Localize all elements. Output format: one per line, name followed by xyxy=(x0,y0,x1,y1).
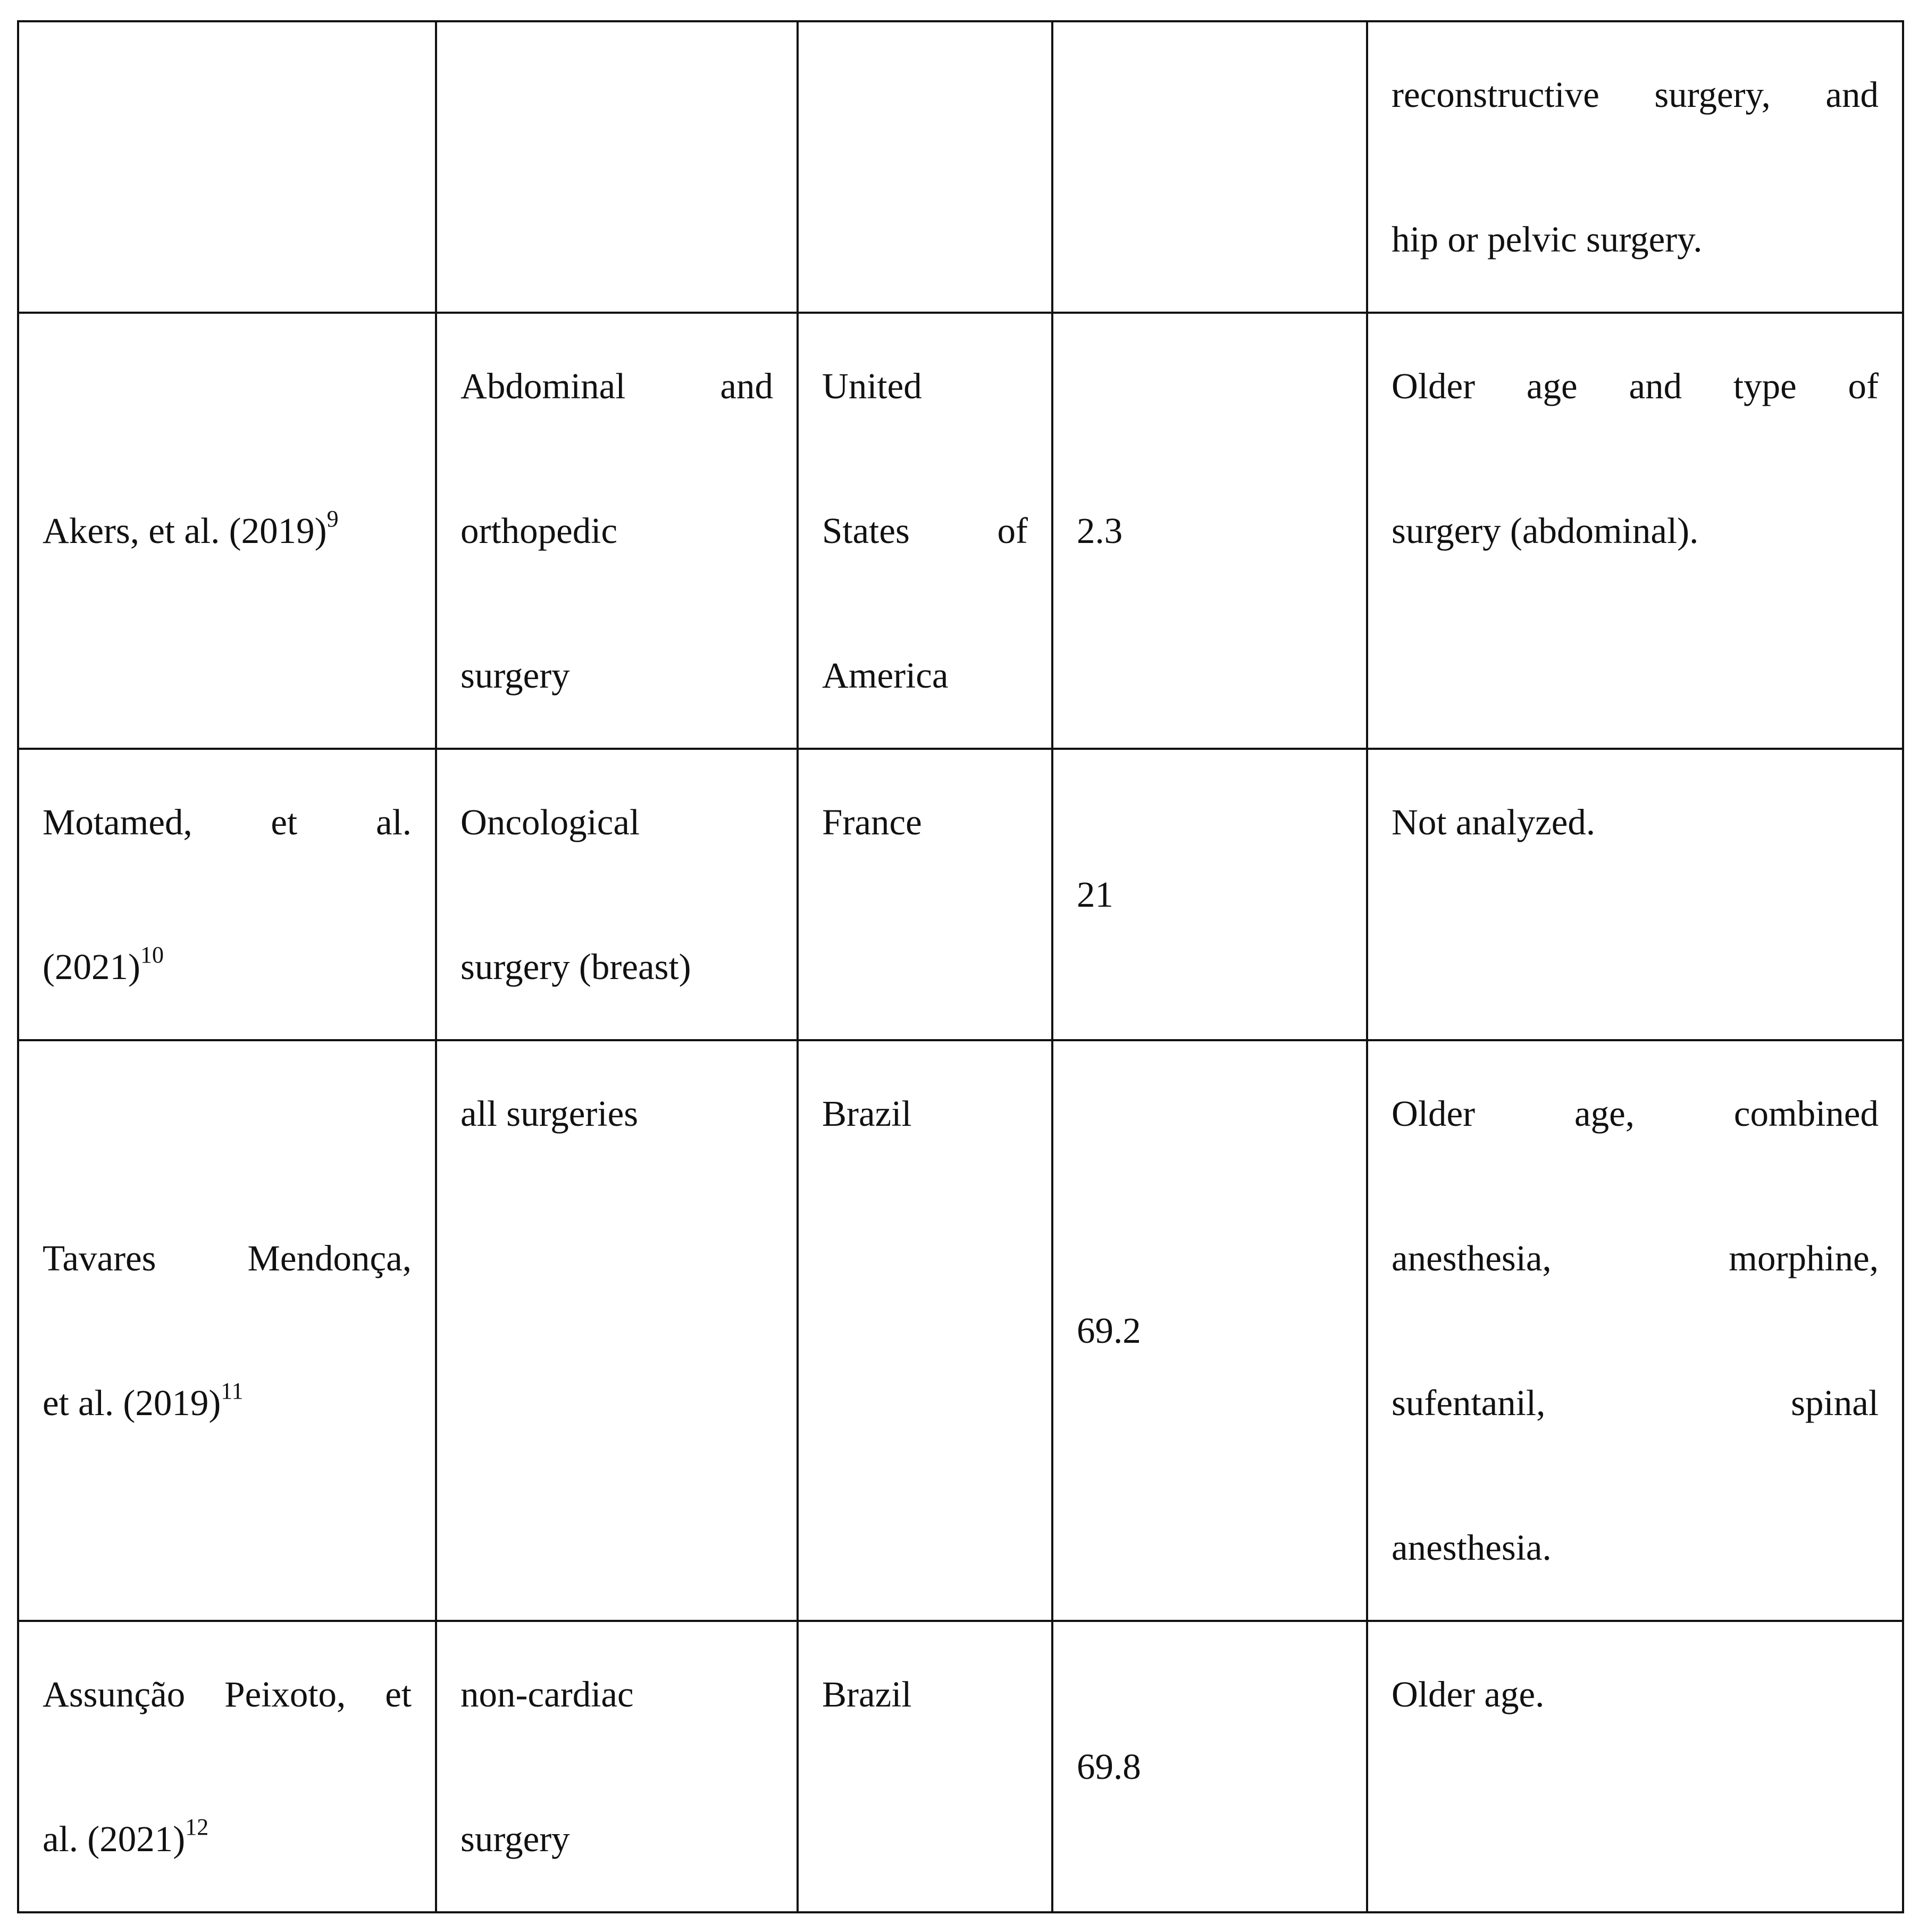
study-cell xyxy=(18,749,436,1040)
surgery-line: all surgeries xyxy=(460,1093,639,1134)
study-cell xyxy=(18,21,436,313)
study-line: Assunção Peixoto, et xyxy=(43,1674,412,1714)
study-line xyxy=(43,1331,412,1475)
rate-cell xyxy=(1052,1040,1367,1621)
surgery-cell xyxy=(436,1621,798,1912)
factors-line: Older age and type of xyxy=(1392,366,1879,406)
rate-value: 69.8 xyxy=(1077,1746,1141,1787)
factors-line: reconstructive surgery, and xyxy=(1392,74,1879,115)
surgery-line: Abdominal and xyxy=(460,366,773,406)
surgery-cell xyxy=(436,749,798,1040)
factors-cell xyxy=(1367,21,1903,313)
factors-line: hip or pelvic surgery. xyxy=(1392,219,1703,260)
study-line xyxy=(43,1767,412,1911)
study-line xyxy=(43,458,412,603)
rate-value: 2.3 xyxy=(1077,511,1123,551)
country-cell xyxy=(798,21,1052,313)
factors-cell xyxy=(1367,1040,1903,1621)
country-cell xyxy=(798,749,1052,1040)
study-line xyxy=(43,894,412,1039)
table-row xyxy=(18,749,1903,1040)
study-cell xyxy=(18,1621,436,1912)
factors-line: Older age, combined xyxy=(1392,1093,1879,1134)
study-text: (2021) xyxy=(43,947,140,987)
factors-line: Not analyzed. xyxy=(1392,802,1596,842)
factors-line: surgery (abdominal). xyxy=(1392,511,1699,551)
reference-number: 10 xyxy=(140,942,164,968)
rate-cell xyxy=(1052,313,1367,749)
factors-line: anesthesia. xyxy=(1392,1527,1552,1568)
surgery-line: orthopedic xyxy=(460,511,618,551)
study-cell xyxy=(18,313,436,749)
country-line: United xyxy=(822,366,922,406)
factors-cell xyxy=(1367,749,1903,1040)
reference-number: 12 xyxy=(185,1814,209,1840)
table-row xyxy=(18,313,1903,749)
country-line: Brazil xyxy=(822,1093,912,1134)
study-text: al. (2021) xyxy=(43,1819,186,1859)
table-row xyxy=(18,1621,1903,1912)
factors-cell xyxy=(1367,313,1903,749)
reference-number: 11 xyxy=(221,1378,244,1404)
factors-cell xyxy=(1367,1621,1903,1912)
surgery-cell xyxy=(436,1040,798,1621)
rate-cell xyxy=(1052,21,1367,313)
surgery-line: non-cardiac xyxy=(460,1674,634,1714)
country-line: France xyxy=(822,802,922,842)
factors-line: sufentanil, spinal xyxy=(1392,1383,1879,1423)
study-text: Akers, et al. (2019) xyxy=(43,511,327,551)
surgery-cell xyxy=(436,313,798,749)
rate-cell xyxy=(1052,749,1367,1040)
rate-cell xyxy=(1052,1621,1367,1912)
country-line: States of xyxy=(822,511,1028,551)
study-cell xyxy=(18,1040,436,1621)
surgery-line: surgery xyxy=(460,655,570,696)
rate-value: 69.2 xyxy=(1077,1310,1141,1351)
surgery-line: surgery xyxy=(460,1819,570,1859)
country-cell xyxy=(798,1040,1052,1621)
factors-line: anesthesia, morphine, xyxy=(1392,1238,1879,1278)
surgery-line: surgery (breast) xyxy=(460,947,691,987)
table-row xyxy=(18,1040,1903,1621)
study-line: Tavares Mendonça, xyxy=(43,1238,412,1278)
factors-line: Older age. xyxy=(1392,1674,1545,1714)
country-line: Brazil xyxy=(822,1674,912,1714)
study-text: et al. (2019) xyxy=(43,1383,221,1423)
study-line: Motamed, et al. xyxy=(43,802,412,842)
country-cell xyxy=(798,1621,1052,1912)
country-line: America xyxy=(822,655,949,696)
surgery-cell xyxy=(436,21,798,313)
country-cell xyxy=(798,313,1052,749)
rate-value: 21 xyxy=(1077,874,1113,915)
surgery-line: Oncological xyxy=(460,802,640,842)
literature-table xyxy=(17,20,1904,1913)
table-row xyxy=(18,21,1903,313)
reference-number: 9 xyxy=(326,506,339,532)
